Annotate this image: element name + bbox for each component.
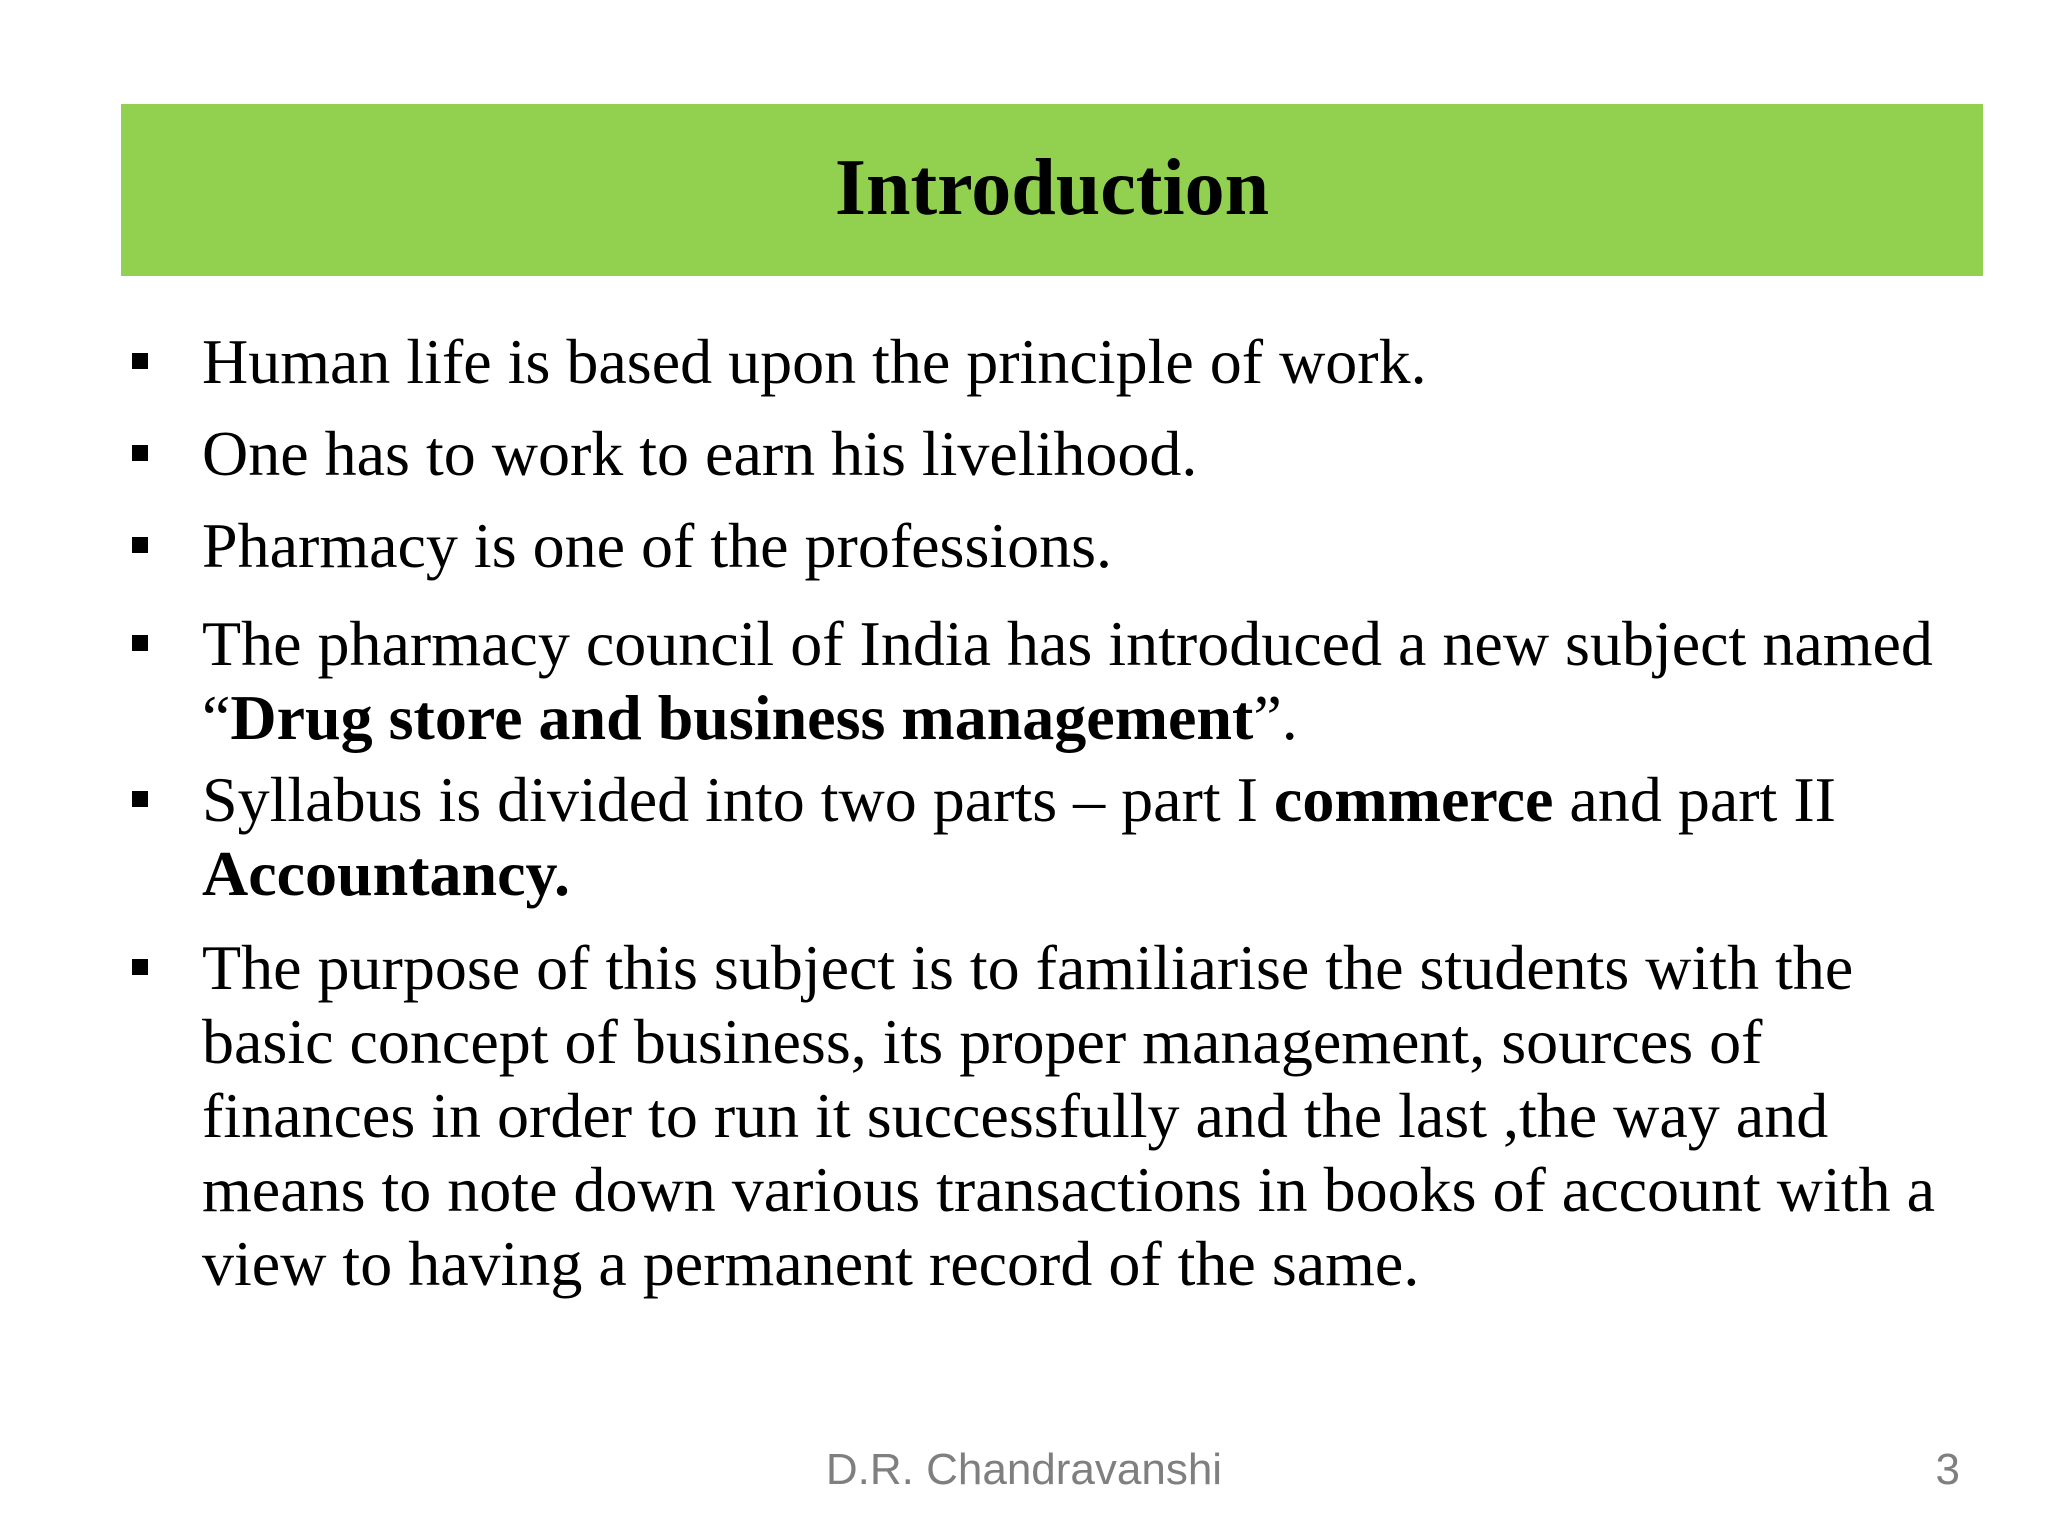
square-bullet-icon bbox=[132, 635, 148, 651]
square-bullet-icon bbox=[132, 353, 148, 369]
bullet-bold-text: commerce bbox=[1273, 764, 1554, 835]
bullet-text: Human life is based upon the principle of work. bbox=[202, 326, 1427, 397]
bullet-text: One has to work to earn his livelihood. bbox=[202, 418, 1198, 489]
square-bullet-icon bbox=[132, 959, 148, 975]
slide-title: Introduction bbox=[834, 144, 1270, 232]
page-number: 3 bbox=[1935, 1445, 1960, 1494]
square-bullet-icon bbox=[132, 791, 148, 807]
bullet-item bbox=[128, 763, 1948, 911]
footer-author: D.R. Chandravanshi bbox=[825, 1445, 1223, 1494]
bullet-text: The pharmacy council of India has introduced a new subject named “ bbox=[202, 608, 1933, 753]
square-bullet-icon bbox=[132, 445, 148, 461]
bullet-text: Syllabus is divided into two parts – part I bbox=[202, 764, 1274, 835]
bullet-list bbox=[128, 325, 1948, 1301]
bullet-item bbox=[128, 931, 1948, 1301]
bullet-bold-text: Accountancy. bbox=[202, 838, 570, 909]
bullet-item bbox=[128, 417, 1948, 491]
square-bullet-icon bbox=[132, 537, 148, 553]
bullet-bold-text: Drug store and business management bbox=[230, 682, 1254, 753]
bullet-text: Pharmacy is one of the professions. bbox=[202, 510, 1113, 581]
title-bar bbox=[121, 104, 1983, 276]
bullet-text: The purpose of this subject is to familiarise the students with the basic concept of business, its proper management, sources of finances in order to run it successfully and the last ,the way and means to note down various transactions in books of account with a view to having a permanent record of the same. bbox=[202, 932, 1935, 1299]
bullet-item bbox=[128, 607, 1948, 755]
bullet-item bbox=[128, 509, 1948, 583]
bullet-text: and part II bbox=[1553, 764, 1836, 835]
bullet-text: ”. bbox=[1253, 682, 1298, 753]
bullet-item bbox=[128, 325, 1948, 399]
